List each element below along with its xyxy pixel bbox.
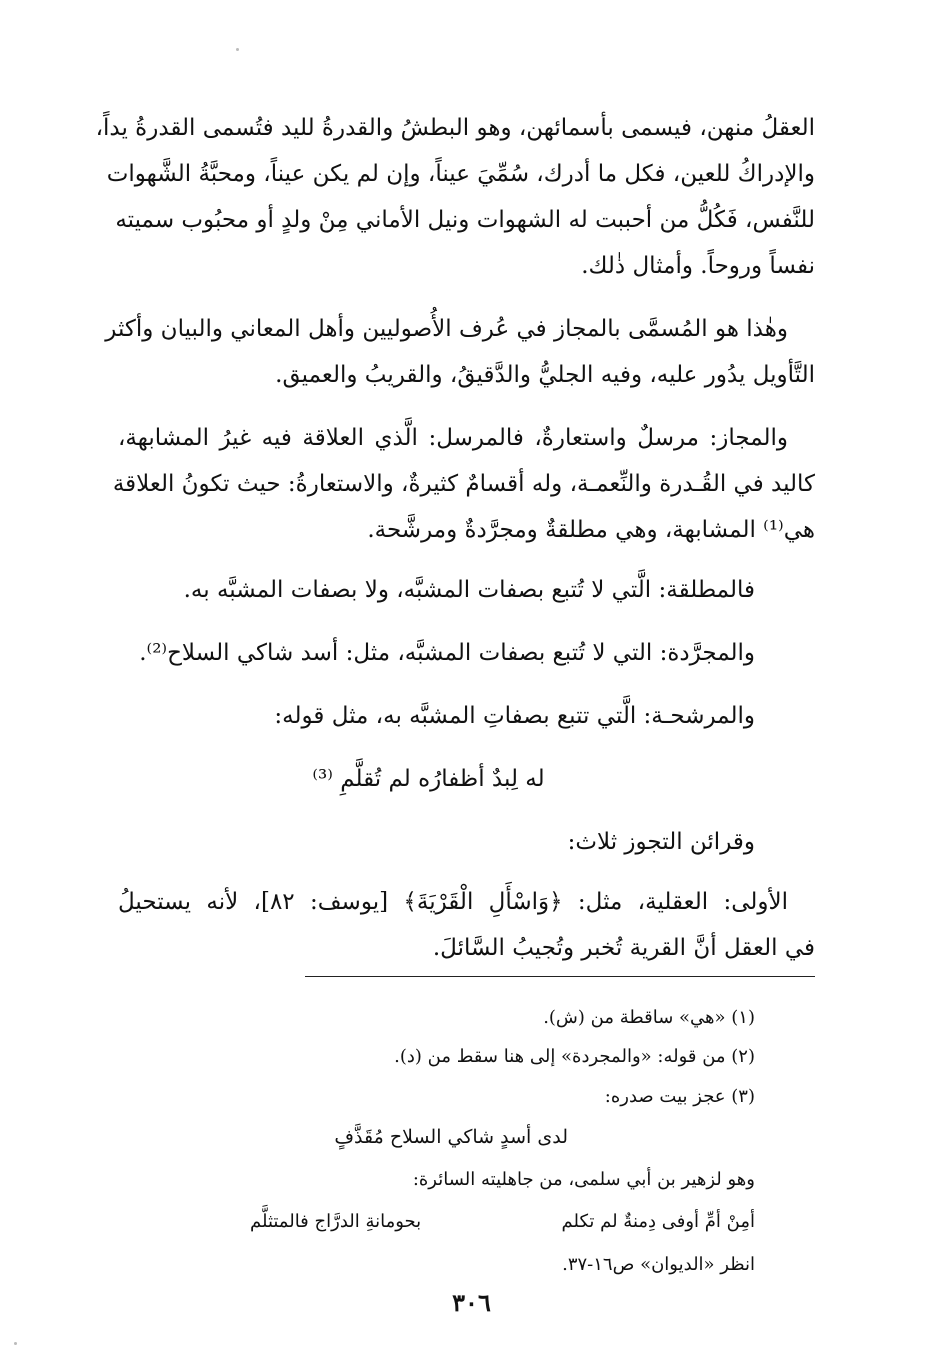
footnote: (٣) عجز بيت صدره: bbox=[604, 1086, 755, 1107]
text-line: والإدراكُ للعين، فكل ما أدرك، سُمِّيَ عيناً، وإن لم يكن عيناً، ومحبَّةُ الشَّهوات bbox=[106, 161, 815, 187]
footnote-verse-second-hemistich: بحومانةِ الدرَّاج فالمتثلَّم bbox=[250, 1211, 422, 1232]
text-line: كاليد في القُـدرة والنِّعمـة، وله أقسامٌ كثيرةٌ، والاستعارةُ: حيث تكونُ العلاقة bbox=[112, 471, 815, 497]
text-line: التَّأويل يدُور عليه، وفيه الجليُّ والدَّقيقُ، والقريبُ والعميق. bbox=[275, 362, 815, 388]
text-line: والمجاز: مرسلٌ واستعارةٌ، فالمرسل: الَّذي العلاقة فيه غيرُ المشابهة، bbox=[118, 425, 788, 451]
text-line: والمجرَّدة: التي لا تُتبع بصفات المشبَّه، مثل: أسد شاكي السلاح⁽²⁾. bbox=[139, 640, 755, 666]
footnote: انظر «الديوان» ص١٦-٣٧. bbox=[562, 1254, 755, 1275]
text-line: وهٰذا هو المُسمَّى بالمجاز في عُرف الأُصوليين وأهل المعاني والبيان وأكثر bbox=[105, 316, 788, 342]
footnote-verse: لدى أسدٍ شاكي السلاح مُقَذَّفٍ bbox=[334, 1126, 568, 1148]
text-line: نفساً وروحاً. وأمثال ذٰلك. bbox=[581, 253, 815, 279]
page-number: ٣٠٦ bbox=[452, 1288, 491, 1317]
footnote: وهو لزهير بن أبي سلمى، من جاهليته السائرة: bbox=[412, 1169, 755, 1190]
text-line: والمرشحـة: الَّتي تتبع بصفاتِ المشبَّه به، مثل قوله: bbox=[274, 703, 755, 729]
footnote: (١) «هي» ساقطة من (ش). bbox=[543, 1007, 755, 1028]
text-line: هي⁽¹⁾ المشابهة، وهي مطلقةٌ ومجرَّدةٌ ومرشَّحة. bbox=[367, 517, 815, 543]
text-line: فالمطلقة: الَّتي لا تُتبع بصفات المشبَّه، ولا بصفات المشبَّه به. bbox=[183, 577, 755, 603]
text-line: للنَّفس، فَكُلُّ من أحببت له الشهوات ونيل الأماني مِنْ ولدٍ أو محبُوب سميته bbox=[115, 207, 815, 233]
scan-speck bbox=[14, 1342, 17, 1345]
text-line: العقلُ منهن، فيسمى بأسمائهن، وهو البطشُ والقدرةُ لليد فتُسمى القدرةُ يداً، bbox=[95, 115, 815, 141]
text-line: الأولى: العقلية، مثل: ﴿وَاسْأَلِ الْقَرْيَةَ﴾ [يوسف: ٨٢]، لأنه يستحيلُ bbox=[118, 889, 788, 915]
verse-line: له لِبدٌ أظفارُه لم تُقلَّمِ ⁽³⁾ bbox=[312, 766, 545, 792]
footnote: (٢) من قوله: «والمجردة» إلى هنا سقط من (د). bbox=[394, 1046, 755, 1067]
text-line: في العقل أنَّ القرية تُخبر وتُجيبُ السَّائلَ. bbox=[432, 935, 815, 961]
text-line: وقرائن التجوز ثلاث: bbox=[567, 829, 755, 855]
footnote-verse-first-hemistich: أمِنْ أمِّ أوفى دِمنةٌ لم تكلم bbox=[561, 1211, 755, 1232]
footnote-separator bbox=[305, 976, 815, 977]
scan-speck bbox=[236, 48, 239, 51]
